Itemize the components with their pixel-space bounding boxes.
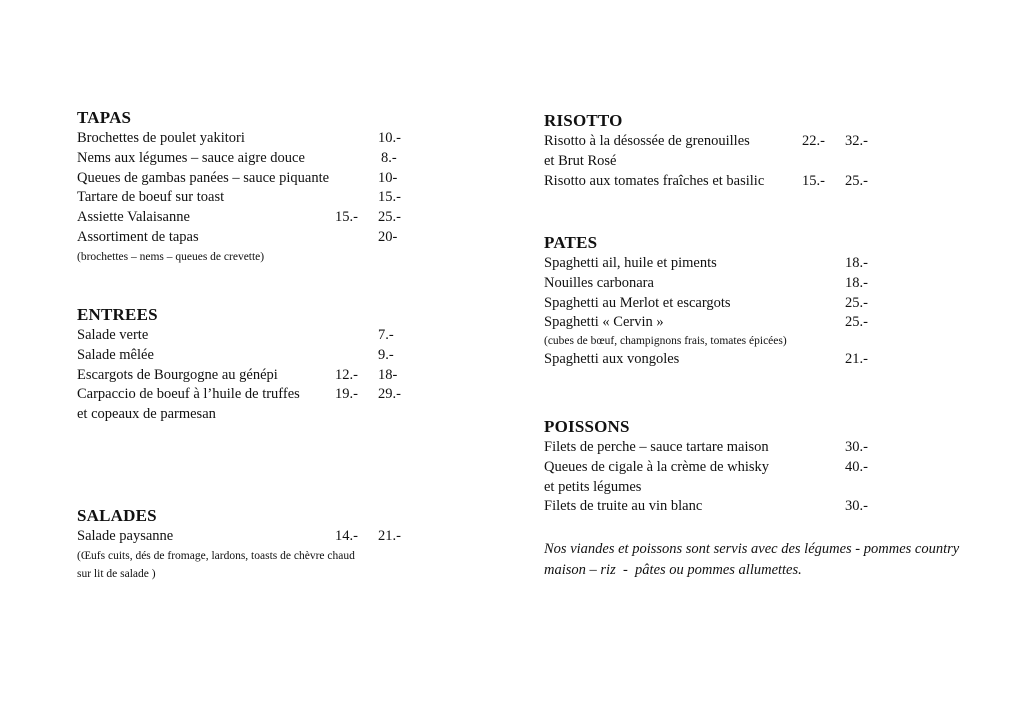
menu-item: Filets de perche – sauce tartare maison 30.- bbox=[544, 439, 868, 455]
menu-item: Nouilles carbonara 18.- bbox=[544, 274, 868, 291]
footer-line: Nos viandes et poissons sont servis avec des légumes - pommes country bbox=[544, 541, 960, 557]
menu-item: Nems aux légumes – sauce aigre douce 8.- bbox=[77, 149, 397, 166]
menu-item: Escargots de Bourgogne au génépi 12.- 18- bbox=[77, 366, 398, 383]
section-entrees bbox=[77, 305, 407, 425]
section-title-poissons: POISSONS bbox=[544, 417, 630, 436]
item-note: (cubes de bœuf, champignons frais, tomates épicées) bbox=[544, 335, 787, 348]
menu-item: Risotto à la désossée de grenouilles 22.- 32.- bbox=[544, 133, 868, 149]
footer-note bbox=[544, 539, 984, 581]
section-salades bbox=[77, 506, 407, 583]
menu-item: Salade mêlée 9.- bbox=[77, 346, 394, 363]
menu-item: Risotto aux tomates fraîches et basilic 15.- 25.- bbox=[544, 172, 868, 189]
section-poissons bbox=[544, 417, 984, 517]
menu-item: Assortiment de tapas 20- bbox=[77, 228, 398, 245]
menu-item: Spaghetti ail, huile et piments 18.- bbox=[544, 255, 868, 271]
menu-item: Queues de cigale à la crème de whisky 40.- bbox=[544, 458, 868, 475]
section-title-tapas: TAPAS bbox=[77, 108, 132, 127]
menu-item: Salade verte 7.- bbox=[77, 327, 394, 343]
menu-item: Salade paysanne 14.- 21.- bbox=[77, 528, 401, 544]
menu-item: Filets de truite au vin blanc 30.- bbox=[544, 498, 868, 515]
menu-item: Tartare de boeuf sur toast 15.- bbox=[77, 189, 401, 206]
section-title-entrees: ENTREES bbox=[77, 305, 158, 324]
menu-item: Queues de gambas panées – sauce piquante 10- bbox=[77, 169, 398, 186]
item-note: (Œufs cuits, dés de fromage, lardons, toasts de chèvre chaud bbox=[77, 549, 355, 562]
menu-item: Brochettes de poulet yakitori 10.- bbox=[77, 130, 401, 146]
menu-item: Spaghetti au Merlot et escargots 25.- bbox=[544, 294, 868, 311]
section-risotto bbox=[544, 111, 984, 191]
section-title-salades: SALADES bbox=[77, 506, 157, 525]
menu-item: Spaghetti « Cervin » 25.- bbox=[544, 314, 868, 331]
section-pates bbox=[544, 233, 984, 370]
menu-item: Spaghetti aux vongoles 21.- bbox=[544, 351, 868, 368]
menu-item: Carpaccio de boeuf à l’huile de truffes 19.- 29.- bbox=[77, 386, 401, 403]
item-note: (brochettes – nems – queues de crevette) bbox=[77, 250, 265, 263]
item-continuation: et petits légumes bbox=[544, 478, 642, 495]
section-title-risotto: RISOTTO bbox=[544, 111, 623, 130]
section-title-pates: PATES bbox=[544, 233, 598, 252]
item-continuation: et Brut Rosé bbox=[544, 152, 617, 169]
footer-line: maison – riz - pâtes ou pommes allumettes. bbox=[544, 562, 802, 578]
item-note: sur lit de salade ) bbox=[77, 567, 156, 580]
item-continuation: et copeaux de parmesan bbox=[77, 406, 216, 423]
section-tapas bbox=[77, 108, 407, 267]
menu-item: Assiette Valaisanne 15.- 25.- bbox=[77, 209, 401, 226]
